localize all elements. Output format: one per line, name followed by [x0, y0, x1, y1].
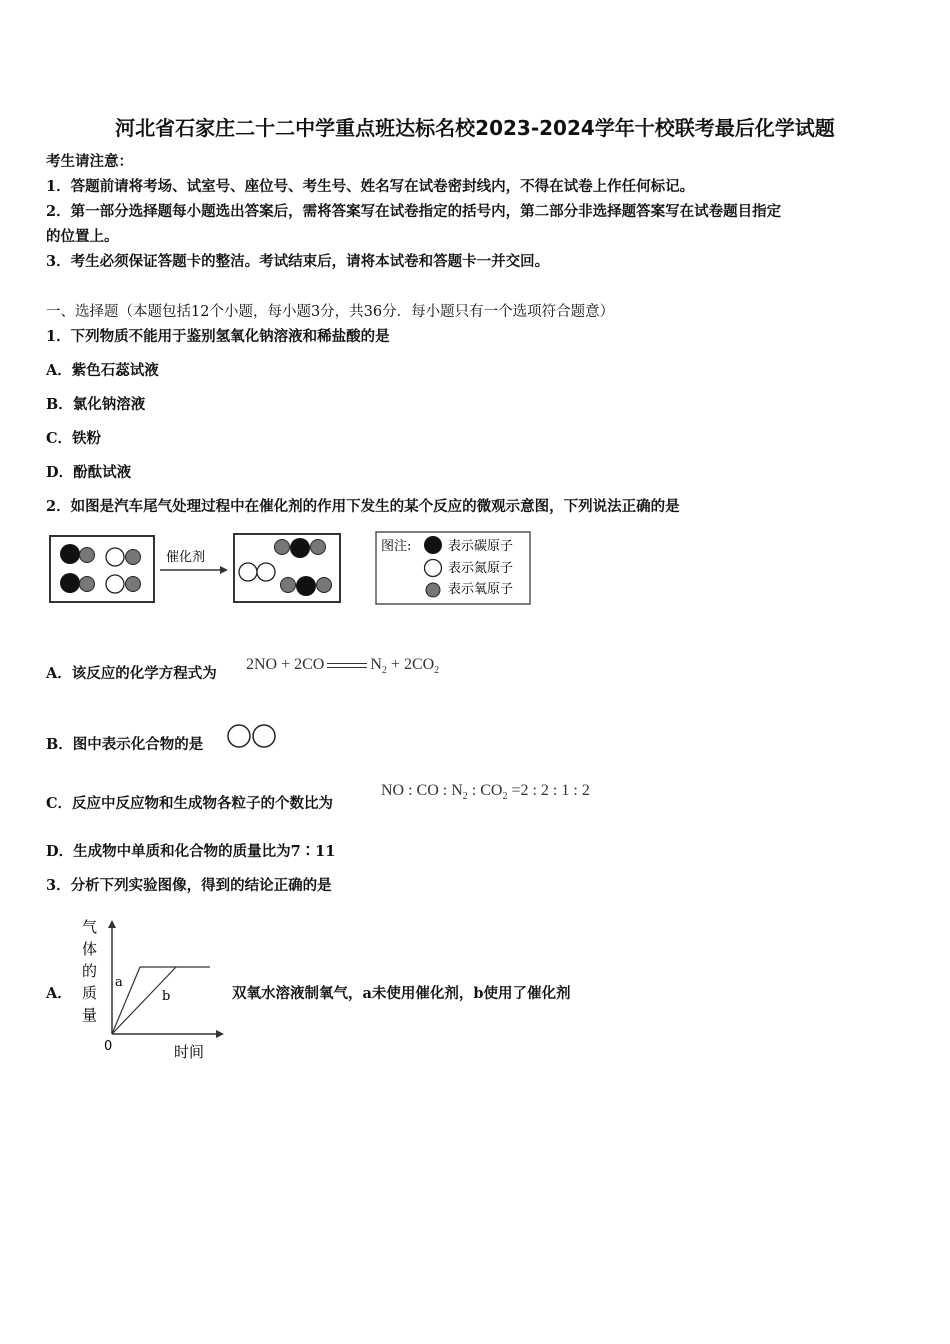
legend-oxygen: 表示氧原子 — [448, 582, 514, 597]
ylabel-char: 体 — [82, 940, 98, 958]
notice-heading: 考生请注意： — [46, 153, 133, 170]
ylabel-char: 气 — [82, 918, 98, 936]
eq-n-sub: 2 — [381, 665, 387, 677]
q2-option-c: C．反应中反应物和生成物各粒子的个数比为 — [46, 795, 334, 812]
ratio-part3: =2 : 2 : 1 : 2 — [507, 782, 590, 799]
oxygen-atom — [311, 540, 326, 555]
line-b-label: b — [162, 989, 171, 1004]
origin-label: 0 — [104, 1039, 113, 1054]
carbon-atom — [296, 576, 316, 596]
legend-carbon-icon — [424, 536, 442, 554]
eq-plus: + 2CO — [386, 656, 435, 673]
line-a — [112, 967, 210, 1034]
carbon-atom — [60, 573, 80, 593]
eq-co2-sub: 2 — [434, 665, 440, 677]
x-axis-arrow — [216, 1030, 224, 1038]
oxygen-atom — [80, 548, 95, 563]
q3-stem: 3．分析下列实验图像，得到的结论正确的是 — [46, 877, 332, 894]
q1-option-c: C．铁粉 — [46, 430, 102, 447]
y-axis-arrow — [108, 920, 116, 928]
nitrogen-atom — [257, 563, 275, 581]
oxygen-atom — [317, 578, 332, 593]
line-a-label: a — [115, 975, 123, 990]
eq-left: 2NO + 2CO — [246, 656, 325, 673]
q2-stem: 2．如图是汽车尾气处理过程中在催化剂的作用下发生的某个反应的微观示意图，下列说法正确的是 — [46, 498, 680, 515]
q2-option-a-equation — [246, 656, 439, 676]
legend-title: 图注: — [381, 539, 412, 554]
reaction-diagram — [48, 530, 538, 608]
notice-item-3: 3．考生必须保证答题卡的整洁。考试结束后，请将本试卷和答题卡一并交回。 — [46, 253, 550, 270]
q3-option-a-text: 双氧水溶液制氧气，a未使用催化剂，b使用了催化剂 — [232, 985, 571, 1002]
ylabel-char: 量 — [82, 1006, 98, 1024]
ylabel-char: 质 — [82, 984, 98, 1002]
carbon-atom — [290, 538, 310, 558]
equals-sign — [327, 663, 367, 668]
oxygen-atom — [281, 578, 296, 593]
q2-option-c-ratio — [381, 782, 590, 802]
nitrogen-atom — [106, 575, 124, 593]
q2-option-a: A．该反应的化学方程式为 — [46, 665, 217, 682]
q3-option-a-label: A． — [46, 985, 72, 1002]
legend-nitrogen-icon — [425, 560, 442, 577]
n2-molecule-icon — [226, 722, 280, 750]
legend-nitrogen: 表示氮原子 — [448, 561, 514, 576]
oxygen-atom — [275, 540, 290, 555]
legend-oxygen-icon — [426, 583, 440, 597]
ratio-part1: NO : CO : N — [381, 782, 463, 799]
nitrogen-atom — [106, 548, 124, 566]
notice-item-2: 2．第一部分选择题每小题选出答案后，需将答案写在试卷指定的括号内，第二部分非选择题答案写在试卷题目指定 — [46, 203, 782, 220]
notice-item-2-cont: 的位置上。 — [46, 228, 119, 245]
catalyst-label: 催化剂 — [166, 550, 206, 565]
notice-item-1: 1．答题前请将考场、试室号、座位号、考生号、姓名写在试卷密封线内，不得在试卷上作任何标记。 — [46, 178, 695, 195]
q1-option-d: D．酚酞试液 — [46, 464, 132, 481]
ylabel-char: 的 — [82, 962, 98, 980]
oxygen-atom — [126, 577, 141, 592]
xlabel: 时间 — [174, 1043, 205, 1061]
ratio-part2: : CO — [467, 782, 503, 799]
section-heading: 一、选择题（本题包括12个小题，每小题3分，共36分．每小题只有一个选项符合题意） — [46, 304, 615, 320]
oxygen-atom — [80, 577, 95, 592]
q2-option-b: B．图中表示化合物的是 — [46, 736, 204, 753]
legend-carbon: 表示碳原子 — [448, 539, 514, 554]
nitrogen-atom — [239, 563, 257, 581]
q2-option-d: D．生成物中单质和化合物的质量比为7∶11 — [46, 843, 336, 860]
eq-n: N — [370, 656, 382, 673]
oxygen-atom — [126, 550, 141, 565]
arrow-head — [220, 566, 228, 574]
q1-stem: 1．下列物质不能用于鉴别氢氧化钠溶液和稀盐酸的是 — [46, 328, 390, 345]
ratio-sub2: 2 — [502, 791, 508, 803]
q3-graph — [76, 914, 228, 1064]
page-title: 河北省石家庄二十二中学重点班达标名校2023-2024学年十校联考最后化学试题 — [115, 116, 835, 140]
q1-option-a: A．紫色石蕊试液 — [46, 362, 159, 379]
q1-option-b: B．氯化钠溶液 — [46, 396, 146, 413]
ratio-sub1: 2 — [462, 791, 468, 803]
carbon-atom — [60, 544, 80, 564]
